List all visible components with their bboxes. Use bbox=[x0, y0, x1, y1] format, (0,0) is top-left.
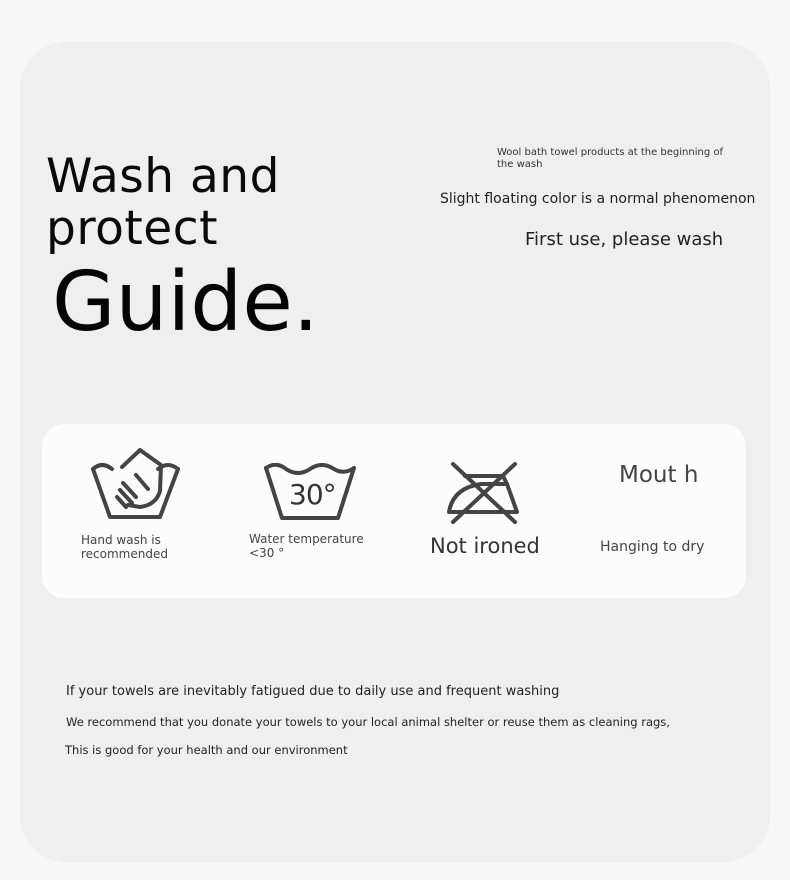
note-floating-color: Slight floating color is a normal phenomenon bbox=[440, 191, 756, 207]
note-wool-towel: Wool bath towel products at the beginning of the wash bbox=[497, 147, 723, 170]
footer-line-3: This is good for your health and our environment bbox=[65, 743, 348, 757]
mouth-text: Mout h bbox=[619, 462, 699, 488]
title-wash-and: Wash and bbox=[46, 149, 280, 204]
caption-hand-wash: Hand wash is recommended bbox=[81, 533, 168, 561]
title-guide: Guide. bbox=[52, 255, 319, 350]
do-not-iron-icon bbox=[445, 460, 523, 524]
footer-line-1: If your towels are inevitably fatigued due to daily use and frequent washing bbox=[66, 684, 560, 699]
hand-wash-icon bbox=[90, 445, 182, 521]
wash-temperature-value: 30° bbox=[289, 478, 336, 511]
footer-line-2: We recommend that you donate your towels to your local animal shelter or reuse them as cleaning rags, bbox=[66, 715, 670, 729]
title-protect: protect bbox=[46, 201, 218, 256]
note-first-use: First use, please wash bbox=[525, 229, 724, 250]
caption-hanging-dry: Hanging to dry bbox=[600, 539, 705, 555]
caption-water-temperature: Water temperature <30 ° bbox=[249, 532, 364, 560]
caption-not-ironed: Not ironed bbox=[430, 534, 540, 558]
